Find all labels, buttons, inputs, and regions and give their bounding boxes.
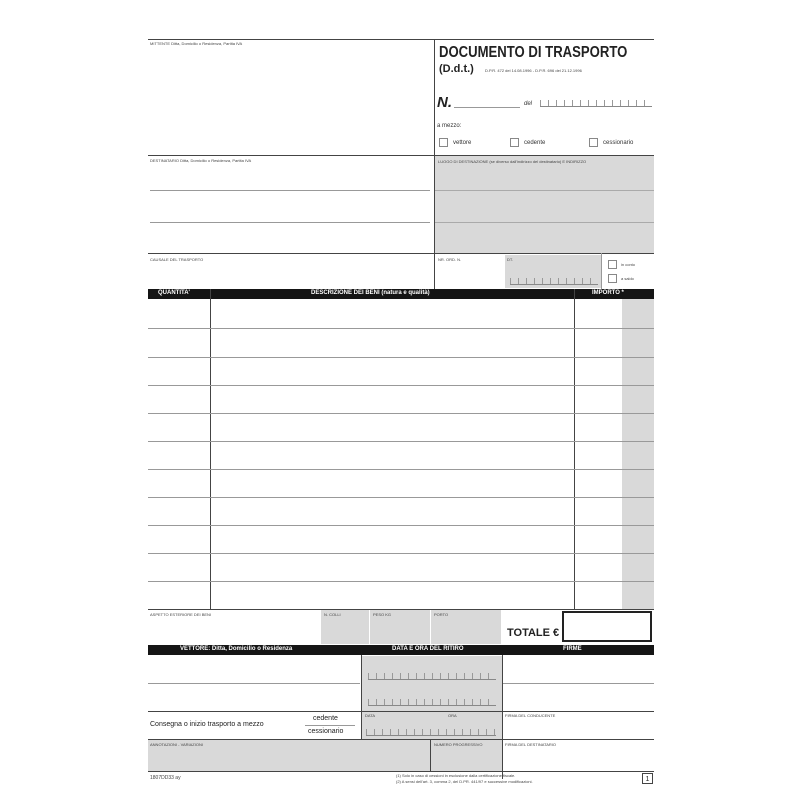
table-row — [148, 357, 654, 358]
luogo-destinazione-box[interactable] — [435, 156, 654, 253]
importo-column-shade — [622, 299, 654, 609]
destinatario-line-1 — [150, 190, 430, 191]
table-row — [148, 581, 654, 582]
table-row — [148, 328, 654, 329]
peso-label: PESO KG — [373, 612, 392, 617]
a-saldo-label: a saldo — [621, 276, 634, 281]
table-row — [148, 413, 654, 414]
vettore-checkbox[interactable] — [439, 138, 448, 147]
bottom-section-header — [148, 645, 654, 655]
form-code: 1807DD33 ay — [150, 775, 181, 781]
date-label: del — [524, 101, 533, 107]
firme-header: FIRME — [563, 646, 582, 652]
destinatario-bottom-rule — [148, 253, 654, 254]
quantita-header: QUANTITA' — [158, 290, 190, 296]
descrizione-header: DESCRIZIONE DEI BENI (natura e qualità) — [311, 290, 430, 296]
number-field[interactable] — [454, 107, 520, 108]
firma-conducente-label: FIRMA DEL CONDUCENTE — [505, 713, 556, 718]
footnote-1: (1) Solo in caso di cessioni in esclusione dalla certificazione fiscale. — [396, 773, 516, 778]
mezzo-label: a mezzo: — [437, 123, 462, 129]
top-border — [148, 39, 654, 40]
luogo-line-1 — [435, 190, 654, 191]
cessionario-option-label: cessionario — [603, 140, 634, 146]
document-title: DOCUMENTO DI TRASPORTO — [439, 44, 628, 61]
consegna-ora-label: ORA — [448, 713, 457, 718]
causale-divider — [601, 253, 602, 289]
data-ora-header: DATA E ORA DEL RITIRO — [392, 646, 464, 652]
numero-progressivo-label: NUMERO PROGRESSIVO — [434, 742, 483, 747]
table-row — [148, 469, 654, 470]
table-row — [148, 441, 654, 442]
firme-divider — [502, 655, 503, 779]
consegna-text: Consegna o inizio trasporto a mezzo — [150, 721, 264, 728]
table-row — [148, 497, 654, 498]
mittente-label: MITTENTE Ditta, Domicilio o Residenza, Partita IVA — [150, 41, 243, 46]
a-saldo-checkbox[interactable] — [608, 274, 617, 283]
footnote-2: (2) A sensi dell'art. 3, comma 2, del D.PR. 441/97 e successive modificazioni. — [396, 779, 533, 784]
destinatario-line-2 — [150, 222, 430, 223]
annotazioni-label: ANNOTAZIONI - VARIAZIONI — [150, 742, 203, 747]
totale-field[interactable] — [562, 611, 652, 642]
totale-label: TOTALE € — [507, 627, 560, 639]
document-subtitle: (D.d.t.) — [439, 63, 474, 75]
importo-header: IMPORTO * — [592, 290, 624, 296]
porto-label: PORTO — [434, 612, 449, 617]
luogo-line-2 — [435, 222, 654, 223]
consegna-option-separator — [305, 725, 355, 726]
in-conto-checkbox[interactable] — [608, 260, 617, 269]
table-row — [148, 553, 654, 554]
vettore-line-1 — [148, 683, 360, 684]
items-table-header — [148, 289, 654, 299]
table-col-divider-2 — [574, 289, 575, 609]
firma-destinatario-label: FIRMA DEL DESTINATARIO — [505, 742, 557, 747]
document-law-reference: D.P.R. 472 del 14.08.1996 - D.P.R. 696 del 21.12.1996 — [485, 68, 582, 73]
table-col-divider-1 — [210, 289, 211, 609]
table-row — [148, 385, 654, 386]
cedente-checkbox[interactable] — [510, 138, 519, 147]
annotazioni-bottom-rule — [148, 771, 654, 772]
cedente-option-label: cedente — [524, 140, 546, 146]
consegna-data-ticks — [366, 725, 496, 736]
luogo-destinazione-label: LUOGO DI DESTINAZIONE (se diverso dall'indirizzo del destinatario) E INDIRIZZO — [438, 159, 587, 164]
ddt-form — [148, 39, 654, 784]
ora-ritiro-ticks — [368, 695, 496, 706]
vettore-option-label: vettore — [453, 140, 472, 146]
nr-ord-label: NR. ORD. N. — [438, 257, 462, 262]
aspetto-label: ASPETTO ESTERIORE DEI BENI — [150, 612, 212, 617]
consegna-cedente-option[interactable]: cedente — [313, 715, 338, 722]
number-label: N. — [437, 94, 452, 111]
consegna-data-label: DATA — [365, 713, 376, 718]
dt-ticks — [510, 274, 598, 285]
firme-line-1 — [503, 683, 654, 684]
causale-label: CAUSALE DEL TRASPORTO — [150, 257, 204, 262]
destinatario-label: DESTINATARIO Ditta, Domicilio o Residenza, Partita IVA — [150, 158, 252, 163]
copy-number-box: 1 — [642, 773, 653, 784]
date-field[interactable] — [540, 96, 652, 107]
data-ritiro-ticks — [368, 669, 496, 680]
colli-label: N. COLLI — [324, 612, 341, 617]
table-row — [148, 525, 654, 526]
dt-label: DT. — [507, 257, 513, 262]
in-conto-label: in conto — [621, 262, 636, 267]
cessionario-checkbox[interactable] — [589, 138, 598, 147]
vettore-header: VETTORE: Ditta, Domicilio o Residenza — [180, 646, 293, 652]
consegna-cessionario-option[interactable]: cessionario — [308, 728, 344, 735]
